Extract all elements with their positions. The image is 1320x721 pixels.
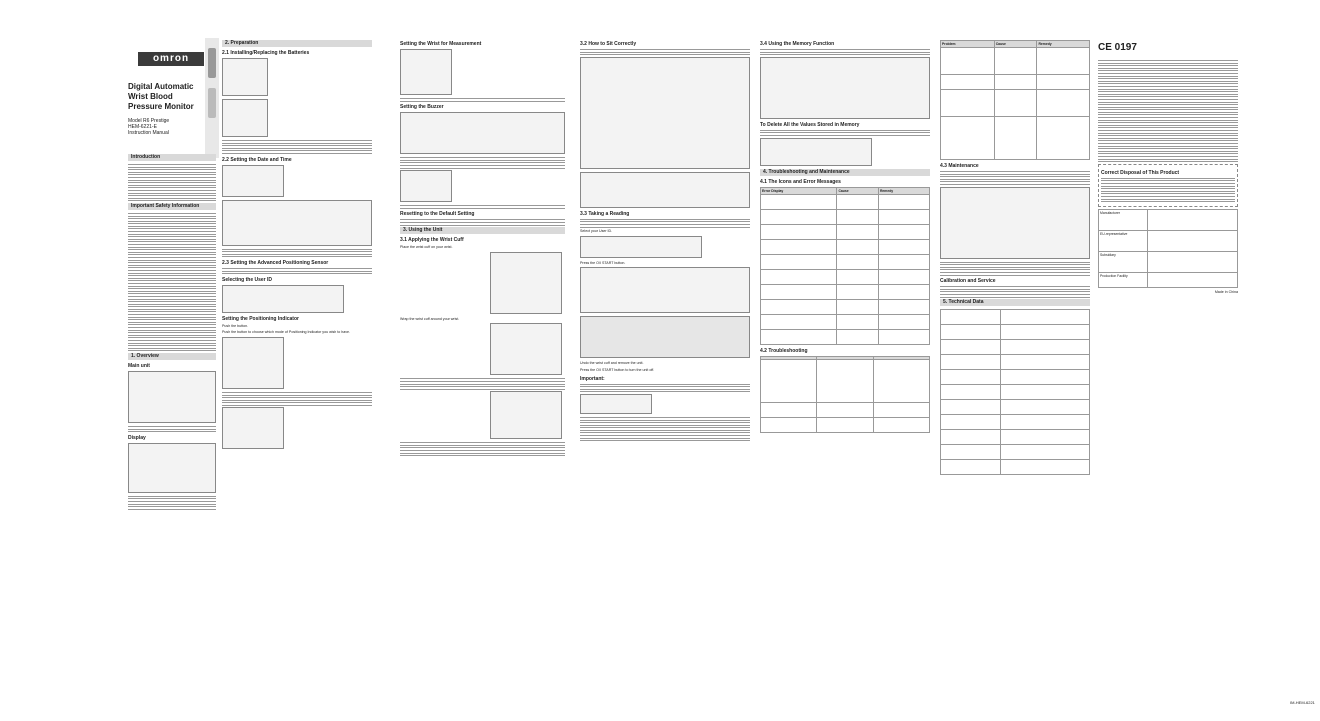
cover-model: Model R6 Prestige HEM-6221-E Instruction Manual [128, 118, 170, 136]
heading-user-id: Selecting the User ID [222, 276, 273, 283]
heading-delete-memory: To Delete All the Values Stored in Memory [760, 121, 860, 128]
wrist-setting-figure [400, 49, 452, 95]
maintenance-figure [940, 187, 1090, 259]
positioning-figure [222, 337, 284, 389]
th-cause-2: Cause [994, 41, 1037, 48]
step-press-start: Press the O/I START button. [580, 260, 626, 265]
th-remedy-2: Remedy [1037, 41, 1090, 48]
column-4 [580, 38, 750, 443]
column-6 [940, 38, 1090, 477]
buzzer-confirm-figure [400, 170, 452, 202]
heading-applying-cuff: 3.1 Applying the Wrist Cuff [400, 237, 464, 244]
wrap-cuff-figure [490, 323, 562, 375]
step-choose-mode: Push the button to choose which mode of Positioning Indicator you wish to have. [222, 330, 351, 335]
section-troubleshooting: 4. Troubleshooting and Maintenance [760, 169, 930, 176]
sitting-posture-figure [580, 57, 750, 169]
delete-memory-figure [760, 138, 872, 166]
cover-title: Digital Automatic Wrist Blood Pressure Monitor [128, 82, 194, 111]
heading-positioning: Setting the Positioning Indicator [222, 315, 299, 322]
press-start-figure [580, 267, 750, 313]
column-7 [1098, 58, 1238, 294]
label-eu-rep: EU-representative [1099, 230, 1148, 251]
cuff-check-figure [490, 391, 562, 439]
heading-maintenance: 4.3 Maintenance [940, 163, 979, 169]
omron-logo: omron [138, 52, 204, 66]
battery-install-figure [222, 99, 268, 137]
date-time-sequence-figure [222, 200, 372, 246]
spec-table [940, 309, 1090, 475]
label-production: Production Facility [1099, 272, 1148, 287]
heading-aps: 2.3 Setting the Advanced Positioning Sensor [222, 259, 329, 266]
section-technical-data: 5. Technical Data [940, 299, 1090, 306]
main-unit-heading: Main unit [128, 362, 150, 369]
th-problem: Problem [941, 41, 995, 48]
column-3 [400, 38, 565, 458]
heading-sit-correctly: 3.2 How to Sit Correctly [580, 41, 637, 47]
step-push-button: Push the button. [222, 323, 249, 328]
column-2 [222, 38, 372, 452]
heading-calibration: Calibration and Service [940, 278, 996, 285]
problem-table [940, 40, 1090, 160]
heading-memory: 3.4 Using the Memory Function [760, 41, 835, 47]
step-place-cuff: Place the wrist cuff on your wrist. [400, 245, 453, 250]
label-manufacturer: Manufacturer [1099, 209, 1148, 230]
heading-buzzer: Setting the Buzzer [400, 104, 444, 111]
user-id-figure [222, 285, 344, 313]
main-unit-figure [128, 371, 216, 423]
section-safety: Important Safety Information [128, 203, 216, 210]
posture-dont-figure [580, 172, 750, 208]
important-label: Important: [580, 375, 605, 382]
device-illustration [205, 38, 219, 158]
memory-figure [760, 57, 930, 119]
th-remedy: Remedy [878, 187, 929, 194]
positioning-confirm-figure [222, 407, 284, 449]
error-table [760, 187, 930, 345]
made-in-china: Made in China [1214, 289, 1238, 294]
display-figure [128, 443, 216, 493]
heading-disposal: Correct Disposal of This Product [1101, 169, 1180, 176]
disposal-box [1098, 164, 1238, 207]
step-select-user: Select your User ID. [580, 229, 613, 234]
step-turn-off: Press the O/I START button to turn the unit off. [580, 367, 655, 372]
heading-troubleshooting: 4.2 Troubleshooting [760, 347, 808, 354]
th-cause: Cause [837, 187, 879, 194]
date-time-figure [222, 165, 284, 197]
ce-mark: CE 0197 [1098, 42, 1137, 53]
column-1 [128, 152, 216, 511]
th-error-display: Error Display [761, 187, 837, 194]
troubleshooting-table [760, 356, 930, 433]
heading-taking-reading: 3.3 Taking a Reading [580, 210, 630, 217]
select-user-figure [580, 236, 702, 258]
section-using: 3. Using the Unit [400, 227, 565, 234]
section-introduction: Introduction [128, 154, 216, 161]
heading-wrist: Setting the Wrist for Measurement [400, 41, 482, 47]
heading-icons-errors: 4.1 The Icons and Error Messages [760, 178, 841, 185]
document-code: IM-HEM-6221 [1290, 700, 1315, 705]
place-cuff-figure [490, 252, 562, 314]
contact-table [1098, 209, 1238, 288]
section-preparation: 2. Preparation [222, 40, 372, 47]
column-5 [760, 38, 930, 435]
section-overview: 1. Overview [128, 353, 216, 360]
step-wrap-cuff: Wrap the wrist cuff around your wrist. [400, 316, 460, 321]
display-heading: Display [128, 434, 146, 441]
heading-batteries: 2.1 Installing/Replacing the Batteries [222, 50, 310, 56]
heading-reset: Resetting to the Default Setting [400, 211, 475, 218]
measurement-display-figure [580, 316, 750, 358]
battery-cover-figure [222, 58, 268, 96]
label-subsidiary: Subsidiary [1099, 251, 1148, 272]
buzzer-figure [400, 112, 565, 154]
pressure-table-figure [580, 394, 652, 414]
step-undo-cuff: Undo the wrist cuff and remove the unit. [580, 361, 644, 366]
heading-date-time: 2.2 Setting the Date and Time [222, 156, 292, 163]
